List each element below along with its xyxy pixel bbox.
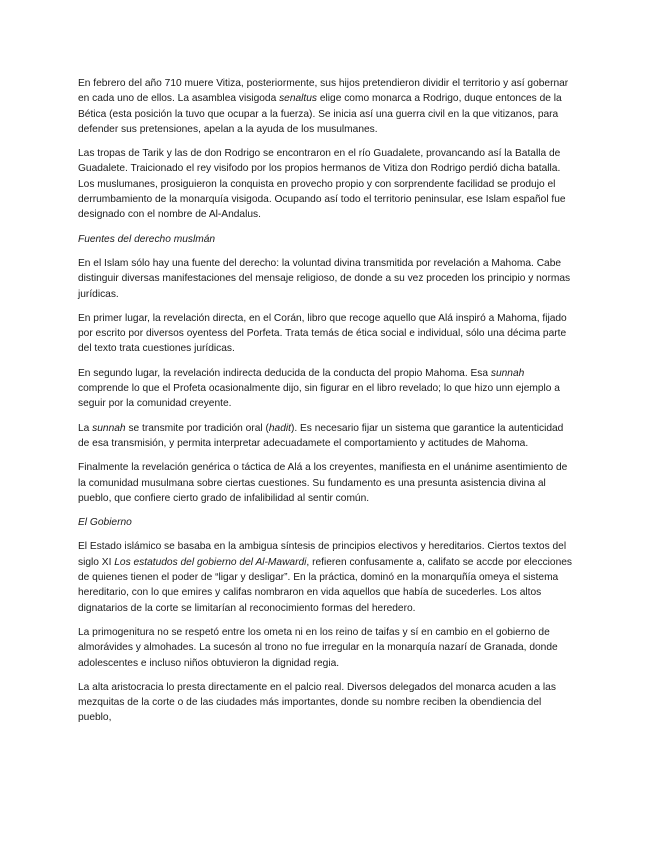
- paragraph-estado-islamico: [78, 539, 576, 615]
- paragraph-coran: En primer lugar, la revelación directa, en el Corán, libro que recoge aquello que Alá inspiró a Mahoma, fijado por escrito por diversos oyentess del Porfeta. Trata temás de ética social e individual, sólo una décima parte del texto trata cuestiones jurídicas.: [78, 312, 567, 355]
- paragraph-sunnah: [78, 366, 576, 412]
- paragraph-primogenitura: La primogenitura no se respetó entre los ometa ni en los reino de taifas y sí en cambio en el gobierno de almorávides y almohades. La sucesón al trono no fue irregular en la monarquía nazarí de Granada, donde adolescentes e incluso niños obtuvieron la dignidad regia.: [78, 626, 558, 669]
- paragraph-aristocracia: La alta aristocracia lo presta directamente en el palcio real. Diversos delegados del monarca acuden a las mezquitas de la corte o de las ciudades más importantes, donde su nombre reciben la obendiencia del pueblo,: [78, 681, 556, 724]
- paragraph-estado-text-a: El Estado islámico se basaba en la ambigua síntesis de principios electivos y hereditarios. Ciertos textos del siglo XI: [78, 541, 567, 568]
- paragraph-vitiza-text-a: En febrero del año 710 muere Vitiza, posteriormente, sus hijos pretendieron dividir el territorio y así gobernar en cada uno de ellos. La asamblea visigoda: [78, 78, 569, 105]
- senaltus-term: senaltus: [279, 93, 318, 105]
- section-heading-fuentes: Fuentes del derecho muslmán: [78, 233, 216, 245]
- paragraph-hadit-text-b: se transmite por tradición oral (: [125, 422, 269, 434]
- section-heading-gobierno: El Gobierno: [78, 517, 132, 529]
- sunnah-term-2: sunnah: [92, 422, 126, 434]
- paragraph-hadit-text-c: ). Es necesario fijar un sistema que garantice la autenticidad de esa transmisión, y permita interpretar adecuadamete el comportamiento y actitudes de Mahoma.: [78, 422, 564, 449]
- paragraph-guadalete: Las tropas de Tarik y las de don Rodrigo se encontraron en el río Guadalete, provancando así la Batalla de Guadalete. Traicionado el rey visifodo por los propios hermanos de Vitiza don Rodrigo perdió dicha batalla. Los muslumanes, prosiguieron la conquista en provecho propio y con sorprendente facilidad se produjo el derrumbamiento de la monarquía visigoda. Ocupando así todo el territorio peninsular, ese Islam español fue designado con el nombre de Al-Andalus.: [78, 148, 566, 221]
- sunnah-term: sunnah: [490, 367, 525, 379]
- mawardi-title: Los estatudos del gobierno del Al-Mawardi: [114, 556, 307, 568]
- hadit-term: hadit: [268, 422, 291, 434]
- paragraph-fuente-derecho: En el Islam sólo hay una fuente del derecho: la voluntad divina transmitida por revelación a Mahoma. Cabe distinguir diversas manifestaciones del mensaje religioso, de donde a su vez proceden los principio y normas jurídicas.: [78, 257, 571, 300]
- document-page: [78, 76, 576, 735]
- paragraph-revelacion-generica: Finalmente la revelación genérica o táctica de Alá a los creyentes, manifiesta en el unánime asentimiento de la comunidad musulmana sobre ciertas cuestiones. Su fundamento es una presunta asistencia divina al pueblo, que confiere cierto grado de infalibilidad al sentir común.: [78, 462, 568, 504]
- paragraph-sunnah-text-b: comprende lo que el Profeta ocasionalmente dijo, sin figurar en el libro revelado; lo que hizo unn ejemplo a seguir por la comunidad creyente.: [78, 383, 560, 410]
- paragraph-hadit: [78, 421, 576, 452]
- paragraph-sunnah-text-a: En segundo lugar, la revelación indirecta deducida de la conducta del propio Mahoma. Esa: [78, 367, 491, 379]
- paragraph-estado-text-b: , refieren confusamente a, califato se accde por elecciones de quienes tienen el poder de “ligar y desligar”. En la práctica, dominó en la monarquñía omeya el sistema hereditario, con lo que emires y califas nombraron en vida aquellos que había de sucederles. Los altos dignatarios de la corte se limitarían al reconocimiento formas del heredero.: [78, 556, 573, 614]
- paragraph-hadit-text-a: La: [78, 422, 93, 434]
- paragraph-vitiza: [78, 76, 576, 137]
- paragraph-vitiza-text-b: elige como monarca a Rodrigo, duque entonces de la Bética (esta posición la tuvo que ocupar a la fuerza). Se inicia así una guerra civil en la que vitizanos, para defender sus pretensiones, apelan a la ayuda de los musulmanes.: [78, 93, 562, 135]
